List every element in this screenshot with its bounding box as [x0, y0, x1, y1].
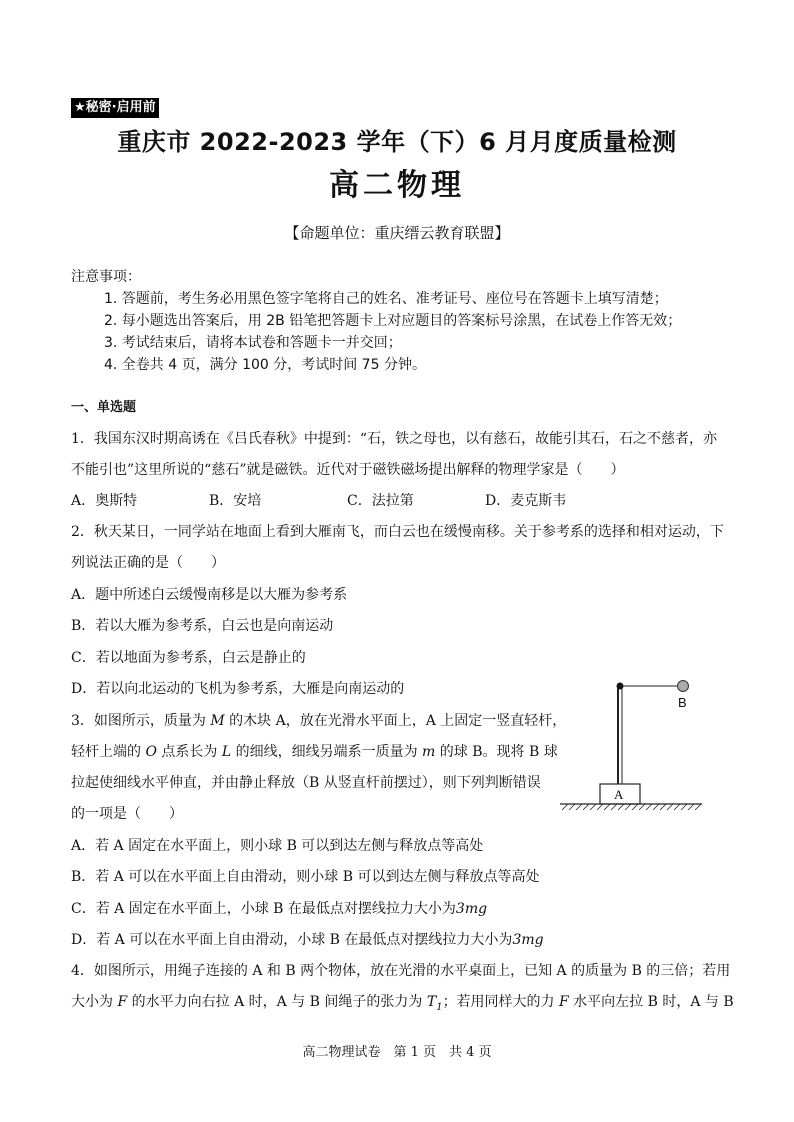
option-b: B．安培 — [209, 493, 262, 509]
question-3-line: 轻杆上端的 O 点系长为 L 的细线，细线另端系一质量为 m 的球 B。现将 B 球 — [71, 744, 558, 760]
notice-title: 注意事项： — [71, 269, 141, 285]
section-heading: 一、单选题 — [71, 400, 137, 415]
question-1-line: 1．我国东汉时期高诱在《吕氏春秋》中提到：“石，铁之母也，以有慈石，故能引其石，石之不慈者，亦 — [71, 431, 718, 447]
pendulum-figure — [556, 676, 706, 816]
label-a: A — [614, 787, 624, 802]
question-3-line: 的一项是（ ） — [71, 806, 183, 822]
notice-item: 4. 全卷共 4 页，满分 100 分，考试时间 75 分钟。 — [104, 357, 426, 373]
question-3-option-c: C．若 A 固定在水平面上，小球 B 在最低点对摆线拉力大小为3mg — [71, 901, 488, 917]
question-4-line: 大小为 F 的水平力向右拉 A 时，A 与 B 间绳子的张力为 $T_1$；若用同样大的力 F 水平向左拉 B 时，A 与 B — [71, 994, 734, 1013]
option-d: D．麦克斯韦 — [485, 493, 567, 509]
question-3-line: 3．如图所示，质量为 M 的木块 A，放在光滑水平面上，A 上固定一竖直轻杆， — [71, 713, 567, 729]
subject-title: 高二物理 — [329, 168, 465, 203]
exam-title: 重庆市 2022-2023 学年（下）6 月月度质量检测 — [117, 128, 677, 156]
option-a: A．奥斯特 — [71, 493, 138, 509]
question-1-options — [71, 490, 623, 510]
question-2-option-b: B．若以大雁为参考系，白云也是向南运动 — [71, 618, 334, 634]
page-footer: 高二物理试卷 第 1 页 共 4 页 — [302, 1045, 492, 1060]
question-3-option-b: B．若 A 可以在水平面上自由滑动，则小球 B 可以到达左侧与释放点等高处 — [71, 869, 540, 885]
ground-hatching — [562, 804, 701, 810]
notice-item: 3. 考试结束后，请将本试卷和答题卡一并交回； — [104, 335, 402, 351]
question-2-line: 列说法正确的是（ ） — [71, 555, 225, 571]
ball-b — [678, 681, 689, 692]
question-3-option-d: D．若 A 可以在水平面上自由滑动，小球 B 在最低点对摆线拉力大小为3mg — [71, 932, 544, 948]
question-1-line: 不能引也”这里所说的“慈石”就是磁铁。近代对于磁铁磁场提出解释的物理学家是（ ） — [71, 462, 625, 478]
notice-item: 1. 答题前，考生务必用黑色签字笔将自己的姓名、准考证号、座位号在答题卡上填写清楚； — [104, 291, 668, 307]
option-c: C．法拉第 — [347, 493, 414, 509]
setter-line: 【命题单位：重庆缙云教育联盟】 — [284, 224, 510, 242]
notice-item: 2. 每小题选出答案后，用 2B 铅笔把答题卡上对应题目的答案标号涂黑，在试卷上作答无效； — [104, 313, 682, 329]
question-2-option-a: A．题中所述白云缓慢南移是以大雁为参考系 — [71, 587, 348, 603]
question-2-line: 2．秋天某日，一同学站在地面上看到大雁南飞，而白云也在缓慢南移。关于参考系的选择和相对运动，下 — [71, 524, 724, 540]
question-3-line: 拉起使细线水平伸直，并由静止释放（B 从竖直杆前摆过），则下列判断错误 — [71, 775, 541, 791]
secret-tag: ★秘密·启用前 — [71, 98, 159, 118]
question-2-option-d: D．若以向北运动的飞机为参考系，大雁是向南运动的 — [71, 681, 405, 697]
question-3-option-a: A．若 A 固定在水平面上，则小球 B 可以到达左侧与释放点等高处 — [71, 838, 484, 854]
question-4-line: 4．如图所示，用绳子连接的 A 和 B 两个物体，放在光滑的水平桌面上，已知 A 的质量为 B 的三倍；若用 — [71, 963, 731, 979]
label-b: B — [678, 695, 687, 710]
question-2-option-c: C．若以地面为参考系，白云是静止的 — [71, 650, 306, 666]
